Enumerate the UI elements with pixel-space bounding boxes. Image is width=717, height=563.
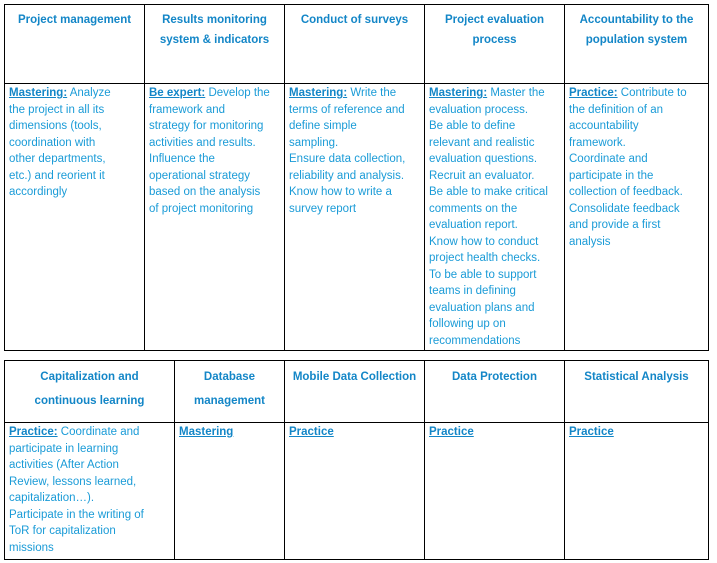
cell-capitalization <box>5 423 175 560</box>
cell-text-line: analysis <box>569 235 611 248</box>
cell-text-line: evaluation process. <box>429 103 529 116</box>
header-statistical-analysis <box>565 361 709 423</box>
cell-text-line: framework. <box>569 136 626 149</box>
cell-text-line: sampling. <box>289 136 339 149</box>
header-line: Mobile Data Collection <box>292 371 417 383</box>
cell-text-line: Participate in the writing of <box>9 508 144 521</box>
cell-text-line: of project monitoring <box>149 202 254 215</box>
header-mobile-data-collection <box>285 361 425 423</box>
cell-text-line: accordingly <box>9 186 68 198</box>
cell-text-line: etc.) and reorient it <box>9 169 105 182</box>
header-line: process <box>472 34 517 46</box>
header-project-evaluation <box>425 5 565 84</box>
header-accountability <box>565 5 709 84</box>
cell-text-line: strategy for monitoring <box>149 120 264 132</box>
cell-text-line: teams in defining <box>429 285 516 297</box>
level-label: Be expert: <box>149 87 206 99</box>
table-body-row <box>5 423 709 560</box>
cell-text-line: based on the analysis <box>149 186 261 198</box>
cell-text-line: Review, lessons learned, <box>9 475 137 488</box>
header-line: Capitalization and <box>40 371 139 383</box>
cell-text-line: project health checks. <box>429 252 541 264</box>
header-line: Project evaluation <box>444 14 545 26</box>
level-label: Practice <box>569 426 614 438</box>
cell-text-line: define simple <box>289 120 357 132</box>
cell-text-line: activities and results. <box>149 136 256 149</box>
cell-text-line: and provide a first <box>569 219 661 231</box>
cell-data-protection <box>425 423 565 560</box>
cell-project-management <box>5 84 145 351</box>
cell-text-line: participate in the <box>569 169 654 182</box>
cell-statistical-analysis <box>565 423 709 560</box>
cell-text-line: Recruit an evaluator. <box>429 169 535 182</box>
cell-text-line: framework and <box>149 103 226 116</box>
table-header-row <box>5 361 709 423</box>
cell-text-line: coordination with <box>9 136 96 149</box>
cell-text-line: operational strategy <box>149 169 251 182</box>
cell-text-line: Know how to write a <box>289 186 392 198</box>
cell-text-line: Write the <box>347 87 397 99</box>
cell-text-line: activities (After Action <box>9 459 119 471</box>
header-line: Project management <box>17 14 132 26</box>
level-label: Mastering <box>179 426 234 438</box>
cell-text-line: terms of reference and <box>289 103 405 116</box>
cell-text-line: survey report <box>289 202 357 215</box>
level-label: Practice: <box>569 87 618 99</box>
level-label: Mastering: <box>429 87 488 99</box>
cell-text-line: Coordinate and <box>57 426 140 438</box>
header-project-management <box>5 5 145 84</box>
cell-conduct-of-surveys <box>285 84 425 351</box>
cell-text-line: accountability <box>569 120 639 132</box>
cell-text-line: evaluation plans and <box>429 301 535 314</box>
header-line: Statistical Analysis <box>584 371 689 383</box>
header-results-monitoring <box>145 5 285 84</box>
header-line: population system <box>585 34 688 46</box>
level-label: Practice <box>289 426 334 438</box>
cell-mobile-data-collection <box>285 423 425 560</box>
cell-text-line: evaluation report. <box>429 219 518 231</box>
header-line: Conduct of surveys <box>300 14 409 26</box>
header-line: Results monitoring <box>162 14 267 26</box>
cell-text-line: Analyze <box>67 87 111 99</box>
cell-text-line: Contribute to <box>617 87 687 99</box>
table-header-row <box>5 5 709 84</box>
cell-text-line: ToR for capitalization <box>9 525 116 537</box>
header-line: management <box>194 395 265 407</box>
cell-text-line: relevant and realistic <box>429 136 535 149</box>
cell-accountability <box>565 84 709 351</box>
cell-text-line: Know how to conduct <box>429 235 539 248</box>
cell-text-line: Be able to define <box>429 120 516 132</box>
cell-text-line: Consolidate feedback <box>569 202 680 215</box>
cell-text-line: participate in learning <box>9 442 119 455</box>
header-line: Data Protection <box>452 371 537 383</box>
cell-text-line: capitalization…). <box>9 492 95 504</box>
cell-text-line: To be able to support <box>429 268 537 281</box>
level-label: Mastering: <box>289 87 348 99</box>
header-line: system & indicators <box>159 34 270 46</box>
level-label: Practice: <box>9 426 58 438</box>
cell-text-line: the definition of an <box>569 103 663 116</box>
header-database-management <box>175 361 285 423</box>
header-line: continuous learning <box>34 395 145 407</box>
competency-table-1 <box>4 4 709 351</box>
cell-database-management <box>175 423 285 560</box>
cell-text-line: Ensure data collection, <box>289 153 406 165</box>
cell-text-line: evaluation questions. <box>429 153 538 165</box>
header-conduct-of-surveys <box>285 5 425 84</box>
header-data-protection <box>425 361 565 423</box>
cell-text-line: comments on the <box>429 202 518 215</box>
cell-text-line: dimensions (tools, <box>9 120 102 132</box>
competency-table-2 <box>4 360 709 560</box>
header-line: Accountability to the <box>579 14 694 26</box>
cell-results-monitoring <box>145 84 285 351</box>
cell-text-line: missions <box>9 541 54 554</box>
cell-text-line: Develop the <box>205 87 270 99</box>
cell-project-evaluation <box>425 84 565 351</box>
cell-text-line: other departments, <box>9 153 106 165</box>
cell-text-line: following up on <box>429 318 506 330</box>
cell-text-line: collection of feedback. <box>569 186 683 198</box>
cell-text-line: Influence the <box>149 153 215 165</box>
header-line: Database <box>203 371 256 383</box>
cell-text-line: Be able to make critical <box>429 186 548 198</box>
level-label: Practice <box>429 426 474 438</box>
cell-text-line: Coordinate and <box>569 153 648 165</box>
level-label: Mastering: <box>9 87 68 99</box>
header-capitalization <box>5 361 175 423</box>
cell-text-line: Master the <box>487 87 545 99</box>
cell-text-line: recommendations <box>429 334 521 347</box>
table-body-row <box>5 84 709 351</box>
cell-text-line: the project in all its <box>9 103 105 116</box>
cell-text-line: reliability and analysis. <box>289 169 405 182</box>
